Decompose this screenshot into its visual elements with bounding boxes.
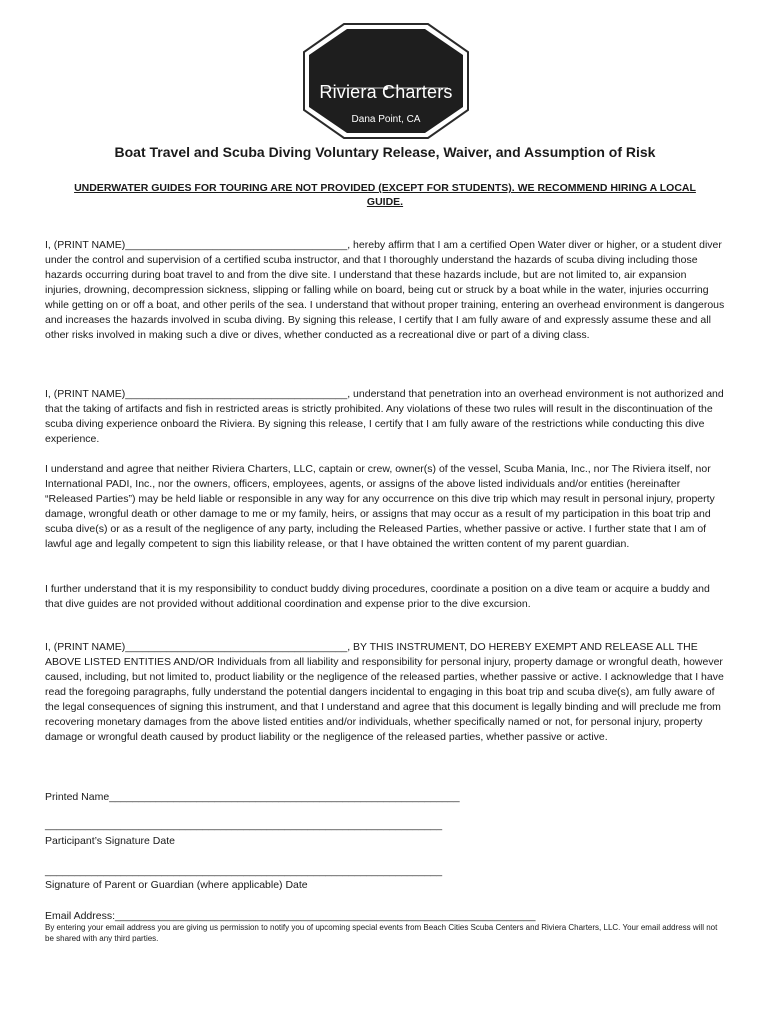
logo: [0, 22, 770, 140]
email-address-field[interactable]: Email Address:________________________________________________________________________: [45, 910, 536, 922]
release-paragraph: I, (PRINT NAME)______________________________________, BY THIS INSTRUMENT, DO HEREBY EXEMPT AND RELEASE ALL THE ABOVE LISTED ENTITIES AND/OR Individuals from all liability and responsibility for personal injury, property damage or wrongful death, however caused, including, but not limited to, product liability or the negligence of the released parties, whether passive or active. I acknowledge that I have read the foregoing paragraphs, fully understand the potential dangers incidental to engaging in this boat trip and scuba dive(s), am fully aware of the legal consequences of signing this instrument, and that I understand and agree that this document is legally binding and will preclude me from recovering monetary damages from the above listed entities and/or individuals, whether specifically named or not, for personal injury, property damage or wrongful death caused by product liability or the negligence of the released parties, whether passive or active.: [45, 641, 724, 743]
restrictions-paragraph: I, (PRINT NAME)______________________________________, understand that penetration into an overhead environment is not authorized and that the taking of artifacts and fish in restricted areas is strictly prohibited. Any violations of these two rules will result in the discontinuation of the scuba diving experience onboard the Riviera. By signing this release, I certify that I am fully aware of the restrictions while conducting this dive experience.: [45, 388, 724, 445]
participant-signature-line[interactable]: ____________________________________________________________________: [45, 819, 443, 831]
guardian-signature-line[interactable]: ____________________________________________________________________: [45, 865, 443, 877]
affirmation-paragraph: I, (PRINT NAME)______________________________________, hereby affirm that I am a certified Open Water diver or higher, or a student diver under the control and supervision of a certified scuba instructor, and that I thoroughly understand the hazards of scuba diving including those hazards occurring during boat travel to and from the dive site. I understand that these hazards include, but are not limited to, air expansion injuries, drowning, decompression sickness, slipping or falling while on board, being cut or struck by a boat while in the water, injuries occurring while getting on or off a boat, and other perils of the sea. I understand that without proper training, entering an overhead environment is dangerous and increases the hazards involved in scuba diving. By signing this release, I certify that I am fully aware of and expressly assume these and all other risks involved in making such a dive or dives, whether conducted as a recreational dive or part of a diving class.: [45, 239, 725, 341]
logo-name: Riviera Charters: [319, 82, 453, 102]
participant-signature-label: Participant’s Signature Date: [45, 835, 175, 847]
guide-notice: UNDERWATER GUIDES FOR TOURING ARE NOT PROVIDED (EXCEPT FOR STUDENTS). WE RECOMMEND HIRING A LOCAL GUIDE.: [74, 182, 696, 208]
email-disclaimer: By entering your email address you are giving us permission to notify you of upcoming special events from Beach Cities Scuba Centers and Riviera Charters, LLC. Your email address will not be shared with any third parties.: [45, 923, 718, 943]
buddy-paragraph: I further understand that it is my responsibility to conduct buddy diving procedures, coordinate a position on a dive team or acquire a buddy and that dive guides are not provided without additional coordination and expense prior to the dive excursion.: [45, 583, 710, 610]
document-title: Boat Travel and Scuba Diving Voluntary Release, Waiver, and Assumption of Risk: [114, 144, 656, 160]
printed-name-field[interactable]: Printed Name____________________________________________________________: [45, 791, 460, 803]
liability-paragraph: I understand and agree that neither Riviera Charters, LLC, captain or crew, owner(s) of the vessel, Scuba Mania, Inc., nor The Riviera itself, nor International PADI, Inc., nor the owners, officers, employees, agents, or assigns of the above listed individuals and/or entities (hereinafter “Released Parties”) may be held liable or responsible in any way for any occurrence on this dive trip which may result in personal injury, property damage, wrongful death or other damage to me or my family, heirs, or assigns that may occur as a result of my participation in this boat trip and scuba dive(s) or as a result of the negligence of any party, including the Released Parties, whether passive or active. I further state that I am of lawful age and legally competent to sign this liability release, or that I have obtained the written content of my parent guardian.: [45, 463, 715, 550]
guardian-signature-label: Signature of Parent or Guardian (where applicable) Date: [45, 879, 308, 891]
logo-location: Dana Point, CA: [351, 114, 421, 125]
